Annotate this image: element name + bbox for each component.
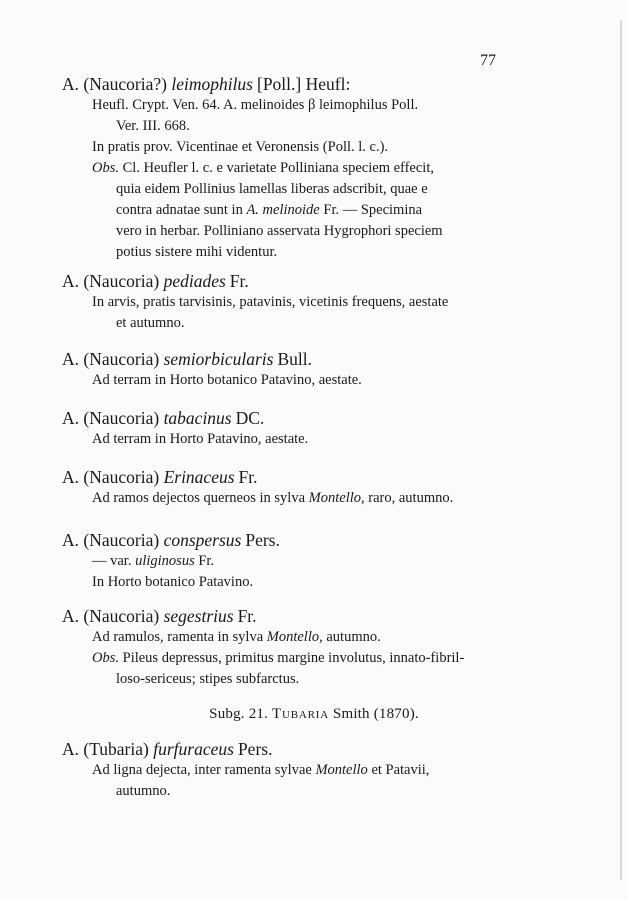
entry-pediades xyxy=(62,270,522,334)
habitat-line: Ad ramos dejectos querneos in sylva Montello, raro, autumno. xyxy=(92,490,454,506)
genus: A. xyxy=(62,606,80,626)
entry-body xyxy=(92,760,522,802)
genus: A. xyxy=(62,74,80,94)
subgenus: (Naucoria) xyxy=(83,606,160,626)
entry-body xyxy=(92,292,522,334)
entry-heading xyxy=(62,738,522,760)
obs-line: quia eidem Pollinius lamellas liberas adscribit, quae e xyxy=(116,181,428,197)
species: Erinaceus xyxy=(163,467,235,487)
entry-body xyxy=(92,488,522,509)
entry-furfuraceus xyxy=(62,738,522,802)
genus: A. xyxy=(62,530,80,550)
species: furfuraceus xyxy=(153,739,234,759)
author: DC. xyxy=(235,408,265,428)
subgenus-heading: Subg. 21. Tubaria Smith (1870). xyxy=(209,706,419,722)
entry-semiorbicularis xyxy=(62,348,522,391)
species: leimophilus xyxy=(171,74,253,94)
obs-label: Obs. xyxy=(92,160,119,176)
author: Pers. xyxy=(245,530,280,550)
subgenus: (Naucoria) xyxy=(83,467,160,487)
habitat-line: Ad terram in Horto botanico Patavino, aestate. xyxy=(92,372,362,388)
obs-line: loso-sericeus; stipes subfarctus. xyxy=(116,671,300,687)
genus: A. xyxy=(62,408,80,428)
obs-line: Obs. Pileus depressus, primitus margine involutus, innato-fibril- xyxy=(92,650,465,666)
entry-heading xyxy=(62,270,522,292)
author: Fr. xyxy=(238,467,258,487)
entry-segestrius xyxy=(62,605,522,690)
habitat-line: et autumno. xyxy=(116,315,185,331)
page-number: 77 xyxy=(480,52,496,69)
subgenus: (Tubaria) xyxy=(83,739,149,759)
entry-body xyxy=(92,95,522,263)
species: conspersus xyxy=(163,530,242,550)
entry-heading xyxy=(62,407,522,429)
species: pediades xyxy=(163,271,226,291)
species: tabacinus xyxy=(163,408,232,428)
habitat-line: autumno. xyxy=(116,783,171,799)
page-edge-shadow xyxy=(620,20,622,880)
obs-line: Obs. Cl. Heufler l. c. e varietate Polliniana speciem effecit, xyxy=(92,160,434,176)
author: Fr. xyxy=(229,271,249,291)
reference-line: Heufl. Crypt. Ven. 64. A. melinoides β leimophilus Poll. xyxy=(92,97,419,113)
subgenus: (Naucoria) xyxy=(83,349,160,369)
habitat-line: In Horto botanico Patavino. xyxy=(92,574,254,590)
subgenus: (Naucoria?) xyxy=(83,74,167,94)
genus: A. xyxy=(62,349,80,369)
habitat-line: In arvis, pratis tarvisinis, patavinis, vicetinis frequens, aestate xyxy=(92,294,449,310)
reference-line: Ver. III. 668. xyxy=(116,118,190,134)
obs-line: vero in herbar. Polliniano asservata Hygrophori speciem xyxy=(116,223,443,239)
entry-heading xyxy=(62,466,522,488)
entry-heading xyxy=(62,529,522,551)
entry-heading xyxy=(62,348,522,370)
author: Pers. xyxy=(237,739,273,759)
entry-heading xyxy=(62,605,522,627)
subgenus: (Naucoria) xyxy=(83,408,160,428)
entry-conspersus xyxy=(62,529,522,593)
entry-leimophilus xyxy=(62,73,522,263)
habitat-line: Ad terram in Horto Patavino, aestate. xyxy=(92,431,309,447)
variety-line: — var. uliginosus Fr. xyxy=(92,553,215,569)
entry-body xyxy=(92,370,522,391)
subgenus: (Naucoria) xyxy=(83,271,160,291)
obs-label: Obs. xyxy=(92,650,119,666)
author: [Poll.] Heufl: xyxy=(257,74,351,94)
entry-heading xyxy=(62,73,522,95)
subgenus: (Naucoria) xyxy=(83,530,160,550)
author: Bull. xyxy=(277,349,312,369)
author: Fr. xyxy=(237,606,257,626)
species: segestrius xyxy=(163,606,234,626)
entry-body xyxy=(92,551,522,593)
obs-line: contra adnatae sunt in A. melinoide Fr. — Specimina xyxy=(116,202,423,218)
genus: A. xyxy=(62,271,80,291)
species: semiorbicularis xyxy=(163,349,274,369)
habitat-line: In pratis prov. Vicentinae et Veronensis (Poll. l. c.). xyxy=(92,139,389,155)
habitat-line: Ad ramulos, ramenta in sylva Montello, autumno. xyxy=(92,629,381,645)
genus: A. xyxy=(62,739,80,759)
obs-line: potius sistere mihi videntur. xyxy=(116,244,278,260)
habitat-line: Ad ligna dejecta, inter ramenta sylvae Montello et Patavii, xyxy=(92,762,430,778)
entry-tabacinus xyxy=(62,407,522,450)
entry-body xyxy=(92,429,522,450)
entry-erinaceus xyxy=(62,466,522,509)
genus: A. xyxy=(62,467,80,487)
entry-body xyxy=(92,627,522,690)
